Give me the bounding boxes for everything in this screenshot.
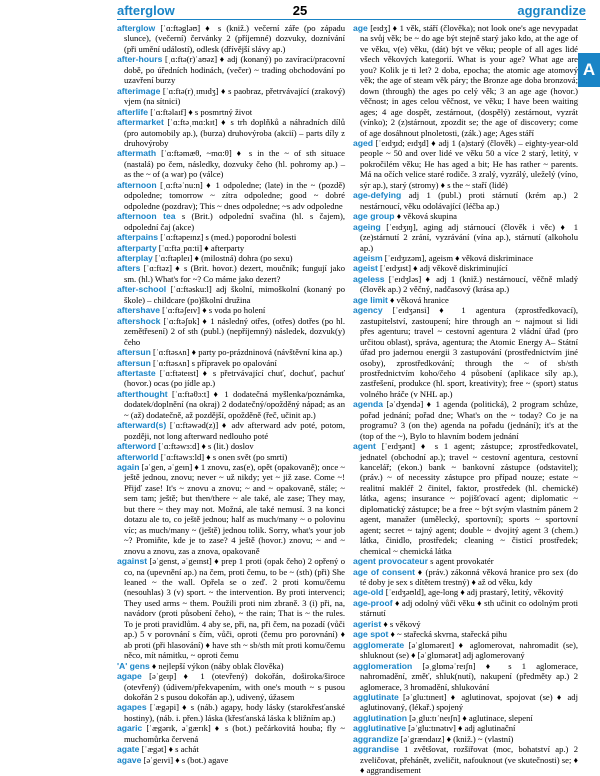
entry-body: [ˈeɪdʒləs] ♦ adj 1 (kniž.) nestárnoucí, věčně mladý (člověk ap.) 2 věčný, nadčasový (krása ap.): [360, 273, 578, 295]
entry-body: [ˈɑ:ftəteɪst] ♦ s přetrvávající chuť, dochuť, pachuť (hovor.) ocas (po jídle ap.): [124, 367, 345, 389]
dictionary-entry: [353, 252, 578, 263]
dictionary-entry: [117, 242, 345, 253]
entry-headword: agglomeration: [353, 660, 413, 671]
entry-body: [ˈeɪdʒəʊld], age-long ♦ adj prastarý, letitý, věkovitý: [383, 587, 564, 598]
dictionary-entry: [117, 347, 345, 358]
entry-body: [əˌglu:tɪˈneɪʃn] ♦ aglutinace, slepení: [406, 712, 533, 723]
entry-body: [ˈɑ:ftəsku:l] adj školní, mimoškolní (konaný po škole) – childcare (po)školní družina: [124, 284, 345, 305]
entry-headword: age spot: [353, 629, 389, 640]
dictionary-entry: [117, 263, 345, 284]
letter-thumb-tab: A: [578, 53, 600, 87]
entry-headword: afternoon: [117, 179, 157, 190]
entry-headword: agerist: [353, 618, 382, 629]
entry-headword: agapes: [117, 702, 147, 713]
entry-headword: aggrandise: [353, 744, 399, 755]
entry-headword: age: [353, 23, 368, 33]
dictionary-entry: [117, 54, 345, 86]
entry-headword: age group: [353, 211, 395, 222]
entry-body: [əˈglɒməreɪt] ♦ aglomerovat, nahromadit (se), shluknout (se) ♦ [əˈglɒmərət] adj aglomerovaný: [360, 639, 578, 661]
dictionary-entry: [353, 221, 578, 253]
left-column: [117, 23, 345, 765]
entry-headword: afters: [117, 263, 141, 274]
dictionary-entry: [353, 556, 578, 567]
entry-headword: after-hours: [117, 54, 163, 65]
dictionary-entry: [117, 744, 345, 755]
entry-headword: agglutination: [353, 712, 407, 723]
dictionary-entry: [117, 106, 345, 117]
entry-headword: again: [117, 462, 140, 473]
dictionary-entry: [117, 23, 345, 54]
entry-headword: agenda: [353, 399, 384, 410]
dictionary-entry: [353, 597, 578, 619]
entry-body: [ˈɑ:ftə(r)ˌɪmɪdʒ] ♦ s paobraz, přetrvávající (zrakový) vjem (na sítnici): [124, 85, 345, 107]
entry-body: [əˈglu:tɪneɪt] ♦ aglutinovat, spojovat (se) ♦ adj aglutinovaný, (lékař.) spojený: [360, 692, 578, 713]
entry-headword: afterward(s): [117, 420, 167, 431]
entry-headword: agate: [117, 744, 140, 755]
header-rule: [117, 19, 586, 20]
dictionary-entry: [117, 367, 345, 389]
entry-body: [ˈægət] ♦ s achát: [139, 744, 199, 755]
dictionary-entry: [117, 284, 345, 305]
entry-body: [əˈgeɪp] ♦ 1 (otevřený) dokořán, doširoka/široce (otevřený) (údivem/překvapením, with one's mouth ~ s pusou dokořán 2 s pusou dokořán ap.), udivený, úžasem: [124, 671, 345, 702]
dictionary-entry: [117, 660, 345, 671]
dictionary-entry: [117, 117, 345, 148]
entry-body: [əˈdʒendə] ♦ 1 agenda (politická), 2 program schůze, pořad jednání; pořad dne; What's on the ~ today? Co je na programu? 3 (on the) agenda na pořadu (jednání); it's at the (top of the ~), Bylo to hlavním bodem jednání: [360, 399, 578, 441]
entry-headword: aftersun: [117, 357, 151, 368]
dictionary-entry: [117, 451, 345, 462]
dictionary-entry: [353, 618, 578, 629]
entry-headword: agape: [117, 671, 142, 682]
entry-body: ♦ adj odolný vůči věku ♦ sth učinit co odolným proti stárnutí: [360, 597, 578, 619]
entry-body: adj 1 (publ.) proti stárnutí (krém ap.) 2 nestárnoucí, věku odolávající (léčba ap.): [360, 190, 578, 211]
entry-body: [ˈɑ:ftəʃeɪv] ♦ s voda po holení: [160, 305, 266, 316]
dictionary-entry: [353, 190, 578, 211]
entry-body: [ˈɑ:ftəθɔ:t] ♦ 1 dodatečná myšlenka/poznámka, dodatek/doplnění (na okraj) 2 dodatečný/opožděný nápad; as an ~ (až) dodatečně, až pozdější, opožděně (řeč, učinit ap.): [124, 388, 345, 420]
dictionary-entry: [117, 232, 345, 243]
entry-headword: aftermath: [117, 148, 157, 159]
dictionary-entry: [353, 441, 578, 556]
entry-headword: age of consent: [353, 566, 415, 577]
entry-headword: aftermarket: [117, 117, 164, 128]
entry-body: [əˈgen, əˈgeɪn] ♦ 1 znovu, zas(e), opět (opakovaně); once ~ ještě jednou, znovu; never ~ už nikdy; yet ~ již zase. Come ~! Přijď zase! It's ~ znovu a znovu; ~ and ~ opakovaně, stále; ~ sem tam; ještě; but then/there ~ ale také, ale zase; They may, but there ~ they may not. Možná, ale také nemusí. 3 na konci dotazu ale to, co ještě jednou; half as much/many ~ o polovinu víc; as much/many ~ (ještě) jednou tolik. Sorry, what's your job ~? Promiňte, kde je to zase? 4 ještě (hovor.) znovu; ~ and ~ znovu a znovu, zas a znova, opakovaně: [124, 462, 345, 556]
dictionary-entry: [117, 85, 345, 107]
dictionary-entry: [353, 629, 578, 640]
entry-body: ♦ věková hranice: [387, 294, 449, 305]
entry-body: [əˈglu:tɪnətɪv] ♦ adj aglutinační: [406, 723, 516, 734]
page-number: 25: [292, 3, 308, 18]
entry-body: [ˈɑ:ftəz] ♦ s (Brit. hovor.) dezert, moučník; fungují jako sm. (hl.) What's for ~? Co máme jako dezert?: [124, 263, 345, 284]
dictionary-entry: [353, 733, 578, 744]
entry-headword: ageless: [353, 273, 385, 284]
dictionary-entry: [117, 462, 345, 556]
dictionary-entry: [353, 23, 578, 138]
dictionary-entry: [117, 702, 345, 723]
entry-headword: agglutinate: [353, 692, 399, 702]
entry-headword: 'A' gens: [117, 660, 150, 671]
dictionary-entry: [353, 399, 578, 441]
entry-body: [ˌɑ:ftə(r)ˈaʊəz] ♦ adj (konaný) po zavírací/pracovní době, po úředních hodinách, (večer) ~ trading obchodování po uzavření burzy: [124, 54, 345, 86]
entry-body: [ˈɑ:ftəwɜ:ld] ♦ s onen svět (po smrti): [158, 451, 288, 462]
entry-headword: aftershave: [117, 305, 160, 316]
entry-body: ♦ ~ stařecká skvrna, stařecká pihu: [388, 629, 507, 640]
dictionary-entry: [117, 357, 345, 368]
entry-body: [əˌglɒməˈreɪʃn] ♦ s 1 aglomerace, nahromadění, změť, shluk(nutí), nakupení (předměty ap.) 2 aglomerace, 3 hromadění, shlukování: [360, 660, 578, 692]
dictionary-entry: [117, 315, 345, 347]
entry-headword: aftershock: [117, 315, 161, 326]
entry-headword: afterthought: [117, 388, 168, 399]
entry-body: [əˈgeɪvi] ♦ s (bot.) agave: [141, 754, 229, 765]
entry-headword: ageism: [353, 252, 383, 263]
entry-headword: afterparty: [117, 242, 157, 253]
entry-body: ♦ (práv.) zákonná věková hranice pro sex (do té doby je sex s dítětem trestný) ♦ až od věku, kdy: [360, 566, 578, 588]
entry-headword: afterworld: [117, 451, 159, 462]
dictionary-entry: [117, 723, 345, 744]
entry-body: [ˈɑ:ftəʃɒk] ♦ 1 následný otřes, (otřes) dotřes (po hl. zemětřesení) 2 of sth (publ.) (nepříjemný) následek, dozvuk(y) čeho: [124, 315, 345, 347]
entry-headword: aftertaste: [117, 367, 156, 378]
right-column: [353, 23, 578, 776]
entry-headword: against: [117, 556, 148, 567]
entry-body: [ˈɑ:ftəmæθ, ~mɑ:θ] ♦ s in the ~ of sth situace (nastalá) po čem, následky, dozvuky čeho (hl. pohromy ap.) – as the ~ of (a war) po (válce): [124, 148, 345, 180]
entry-body: [ˈɑ:ftəwəd(z)] ♦ adv afterward adv poté, potom, později, not long afterward nedlouho poté: [124, 420, 345, 441]
entry-headword: agent: [353, 441, 376, 452]
entry-headword: agglutinative: [353, 723, 407, 734]
dictionary-entry: [353, 566, 578, 588]
entry-body: [ˈeɪdʒənt] ♦ s 1 agent; zástupce; zprostředkovatel, jednatel (obchodní ap.); travel ~ cestovní agentura, cestovní kancelář; (ekon.) bank ~ bankovní zástupce (odstavitel); (práv.) ~ of necessity zástupce pro případ nouze; estate ~ realitní makléř 2 činitel, faktor, prostředek (hl. chemické) látka, agens; insurance ~ pojišťovací agent; diplomatic ~ diplomatický zástupce; be a free ~ být svým vlastním pánem 2 agent, manažer (umělecký, sportovní); sports ~ sportovní agent; secret ~ tajný agent; double ~ dvojitý agent 3 (chem.) látka, činidlo, prostředek; cleaning ~ čisticí prostředek; chemical ~ chemická látka: [360, 441, 578, 556]
dictionary-entry: [117, 441, 345, 452]
entry-body: [ˈɑ:ftəˌmɑ:kɪt] ♦ s trh doplňků a náhradních dílů (pro automobily ap.), (burza) druhovýroba (akcií) – parts díly z druhovýroby: [124, 117, 345, 148]
entry-headword: agent provocateur: [353, 556, 428, 567]
dictionary-entry: [117, 252, 345, 263]
dictionary-entry: [353, 263, 578, 274]
dictionary-entry: [117, 148, 345, 180]
entry-headword: age-old: [353, 587, 384, 598]
entry-headword: aged: [353, 137, 374, 148]
entry-headword: afterimage: [117, 85, 161, 96]
entry-body: ♦ věková skupina: [394, 211, 457, 222]
dictionary-entry: [117, 388, 345, 420]
entry-body: [ˈɑ:ftəpleɪ] ♦ (milostná) dohra (po sexu): [152, 252, 293, 263]
dictionary-entry: [353, 273, 578, 295]
entry-body: [ˈɑ:ftəsʌn] s přípravek po opalování: [150, 357, 277, 368]
entry-headword: aggrandize: [353, 733, 399, 744]
entry-body: [ˈɑ:ftəgləʊ] ♦ s (kniž.) večerní záře (po západu slunce), (večerní) červánky 2 (příjemné) dozvuky, doznívání (při umění událostí), odlesk (dřívější slávy ap.): [124, 23, 345, 54]
entry-body: [ˈægərɪk, əˈgærɪk] ♦ s (bot.) pečárkovitá houba; fly ~ muchomůrka červená: [124, 723, 345, 744]
entry-body: [ˈeɪdʒɪzəm], ageism ♦ věková diskriminace: [382, 252, 534, 263]
entry-headword: agave: [117, 754, 142, 765]
entry-headword: aftersun: [117, 347, 151, 358]
entry-headword: afterplay: [117, 252, 153, 263]
dictionary-entry: [353, 137, 578, 190]
entry-body: ♦ s věkový: [381, 618, 421, 629]
dictionary-entry: [117, 556, 345, 661]
dictionary-entry: [353, 305, 578, 399]
entry-body: [ˈɑ:ftəˌpɑ:ti] ♦ afterparty: [156, 242, 245, 253]
dictionary-entry: [117, 211, 345, 232]
entry-body: ♦ nejlepší výkon (náby oblak člověka): [149, 660, 284, 671]
dictionary-entry: [117, 179, 345, 211]
entry-body: [əˈgenst, əˈgeɪnst] ♦ prep 1 proti (opak čeho) 2 opřený o co, na (upevnění ap.) na čem, proti čemu, to be ~ (sth) (při) She leaned ~ the wall. Opřela se o zeď. 2 proti komu/čemu (nesouhlas) 3 (v) sport. ~ the intervention. By proti intervenci; They used arms ~ them. Použili proti nim zbraně. 3 (i) při, na, navádorv (proti působení čeho), ~ the rain; That is ~ the rules. To je proti pravidlům. 4 aby se, při, na, při čem, na pozadí (vůči ap.) 5 v porovnání s čím, vůči, oproti (čemu pro porovnání) ♦ ab proti (při hlasování) ♦ have sth ~ sb/sth mít proti komu/čemu něco, mít námitku, ~ oproti čemu: [124, 556, 345, 661]
entry-body: s agent provokatér: [427, 556, 494, 567]
entry-headword: age-defying: [353, 190, 402, 201]
entry-headword: afterword: [117, 441, 157, 452]
entry-headword: agglomerate: [353, 639, 405, 650]
entry-headword: afterpains: [117, 232, 159, 243]
left-running-headword: afterglow: [117, 3, 175, 18]
entry-headword: afterglow: [117, 23, 156, 33]
entry-headword: after-school: [117, 284, 167, 295]
entry-body: [ˈɑ:ftəpeɪnz] s (med.) poporodní bolesti: [158, 232, 297, 243]
entry-body: [ˈɑ:ftəlaɪf] ♦ s posmrtný život: [148, 106, 253, 117]
dictionary-entry: [353, 294, 578, 305]
dictionary-entry: [353, 723, 578, 734]
right-running-headword: aggrandize: [517, 3, 586, 18]
entry-body: [eɪdʒ] ♦ 1 věk, stáří (člověka); not look one's age nevypadat na svůj věk; be ~ do age být stejně starý jako kdo, at the age of ve věku, v(e) věku, (dát) být ve věku; people of all ages lidé všech věkových kategorií. What is your age? What age are you? Kolik je ti let? 2 doba, epocha; the atomic age atomový věk; the age of steam věk páry; the Bronze age doba bronzová; down (through) the ages po celý věk; 3 an age age (hovor.) věčnost; in ages celou věčnost, ve věku; I have been waiting ages; 4 age dospět, zestárnout, (dospělý) zestárnout, vyzrát (vínko); 2 (z)stárnout, zpozdit se; the age of discovery; come of age dosáhnout plnoletosti, (zák.) age; Ages stáří: [360, 23, 578, 138]
entry-headword: agency: [353, 305, 383, 316]
entry-headword: age-proof: [353, 597, 393, 608]
entry-body: [ˈægəpi] ♦ s (náb.) agapy, hody lásky (starokřesťanské hostiny), (náb. i. přen.) láska (křesťanská láska k bližním ap.): [124, 702, 345, 723]
entry-headword: age limit: [353, 294, 388, 305]
dictionary-entry: [117, 305, 345, 316]
entry-headword: ageist: [353, 263, 378, 274]
dictionary-entry: [353, 639, 578, 661]
dictionary-entry: [353, 660, 578, 692]
dictionary-entry: [117, 671, 345, 702]
entry-body: 1 zvětšovat, rozšiřovat (moc, bohatství ap.) 2 zveličovat, přehánět, zveličit, nafouknout (ve skutečnosti) se; ♦ ♦ aggrandisement: [360, 744, 578, 776]
dictionary-entry: [117, 420, 345, 441]
entry-headword: afterlife: [117, 106, 149, 117]
running-header: [0, 0, 600, 20]
entry-body: s (Brit.) odpolední svačina (hl. s čajem), odpolední čaj (akce): [124, 211, 345, 232]
entry-headword: afternoon tea: [117, 211, 176, 222]
entry-body: [ˈɑ:ftəwɜ:d] ♦ s (lit.) doslov: [156, 441, 254, 452]
dictionary-entry: [353, 587, 578, 598]
dictionary-entry: [353, 744, 578, 776]
dictionary-entry: [353, 211, 578, 222]
entry-body: [ˌɑ:ftəˈnu:n] ♦ 1 odpoledne; (late) in the ~ (pozdě) odpoledne; tomorrow ~ zítra odpoledne; good ~ dobré odpoledne (pozdrav); This ~ dnes odpoledne; ~s adv odpoledne: [124, 179, 345, 211]
entry-body: [ˈeɪdʒənsi] ♦ 1 agentura (zprostředkovací), zastupitelství, zastoupení; hire through an ~ najmout si lidi přes agenturu; travel ~ cestovní agentura 2 vládní úřad (pro určitou oblast), správa, agentura; the Atomic Energy A– Státní úřad pro jadernou energii 3 zastupování (prostřednictvím jiné osoby), zprostředkování; through the ~ of sb/sth prostřednictvím koho/čeho 4 působení (aplikace síly ap.), zastřešení, produkce (hl. sport, kreativity); free ~ (sport) status volného hráče (v NHL ap.): [360, 305, 578, 399]
entry-body: [ˈeɪdʒɪst] ♦ adj věkově diskriminující: [377, 263, 508, 274]
dictionary-entry: [117, 754, 345, 765]
entry-body: [ˈɑ:ftəsʌn] ♦ party po-prázdninová (návštěvní kina ap.): [150, 347, 343, 358]
entry-headword: ageing: [353, 221, 381, 232]
entry-body: [ˈeɪdʒɪd; eɪdʒd] ♦ adj 1 (a)starý (člověk) – eighty-year-old people ~ 50 and over lidé ve věku 50 a více 2 starý, letitý, v pokročilém věku; He has aged a bit; He has rather ~ parents. Má na očích velice staré rodiče. 3 zralý, vyzrálý, uleželý (víno, sýr ap.), starý (stromy) ♦ s the ~ staří (lidé): [360, 137, 578, 190]
entry-body: [ˈeɪdʒɪŋ], aging adj stárnoucí (člověk i věc) ♦ 1 (ze)stárnutí 2 zrání, vyzrávání (vína ap.), stárnutí (alkoholu ap.): [360, 221, 578, 253]
dictionary-entry: [353, 692, 578, 713]
dictionary-entry: [353, 712, 578, 723]
entry-body: [əˈgrændaɪz] ♦ (kniž.) ~ (vlastní): [398, 733, 514, 744]
entry-headword: agaric: [117, 723, 143, 734]
